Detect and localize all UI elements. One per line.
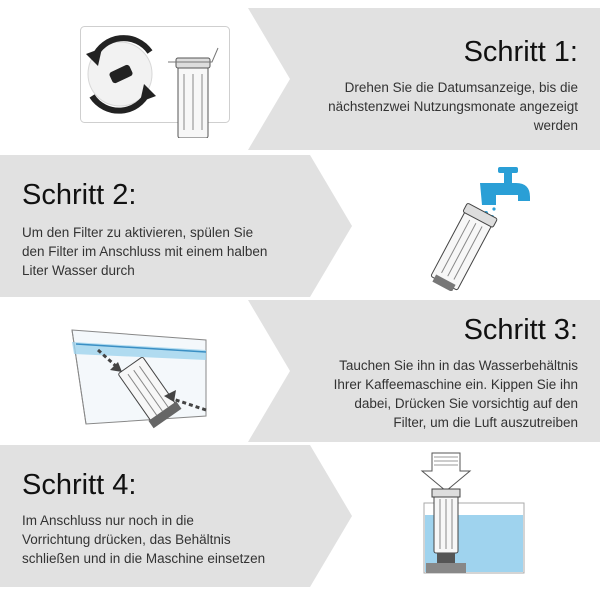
press-insert-icon [410,449,530,588]
step-2-line: Um den Filter zu aktivieren, spülen Sie [22,225,254,240]
step-2-panel [0,155,600,297]
step-1-line: Drehen Sie die Datumsanzeige, bis die [344,80,578,95]
step-2-description [22,223,322,280]
step-2-title: Schritt 2: [22,179,137,211]
step-4-line: Im Anschluss nur noch in die [22,513,194,528]
step-4-description [22,511,322,568]
step-4-panel [0,445,600,587]
tank-submerge-icon [66,320,216,435]
step-1-title: Schritt 1: [463,36,578,68]
step-3-description [268,356,578,432]
step-4-line: schließen und in die Maschine einsetzen [22,551,266,566]
step-3-panel [0,300,600,442]
step-3-title: Schritt 3: [463,314,578,346]
step-3-line: dabei, Drücken Sie vorsichtig auf den [354,396,578,411]
date-dial-filter-icon [80,26,230,143]
step-3-line: Filter, um die Luft auszutreiben [393,415,578,430]
faucet-rinse-icon [420,161,540,296]
step-3-line: Tauchen Sie ihn in das Wasserbehältnis [339,358,578,373]
step-1-line: werden [533,118,578,133]
step-3-line: Ihrer Kaffeemaschine ein. Kippen Sie ihn [333,377,578,392]
step-2-line: Liter Wasser durch [22,263,135,278]
step-4-line: Vorrichtung drücken, das Behältnis [22,532,231,547]
step-4-title: Schritt 4: [22,469,137,501]
step-1-line: nächstenzwei Nutzungsmonate angezeigt [328,99,578,114]
step-1-panel [0,8,600,150]
step-1-description [278,78,578,135]
step-2-line: den Filter im Anschluss mit einem halben [22,244,268,259]
